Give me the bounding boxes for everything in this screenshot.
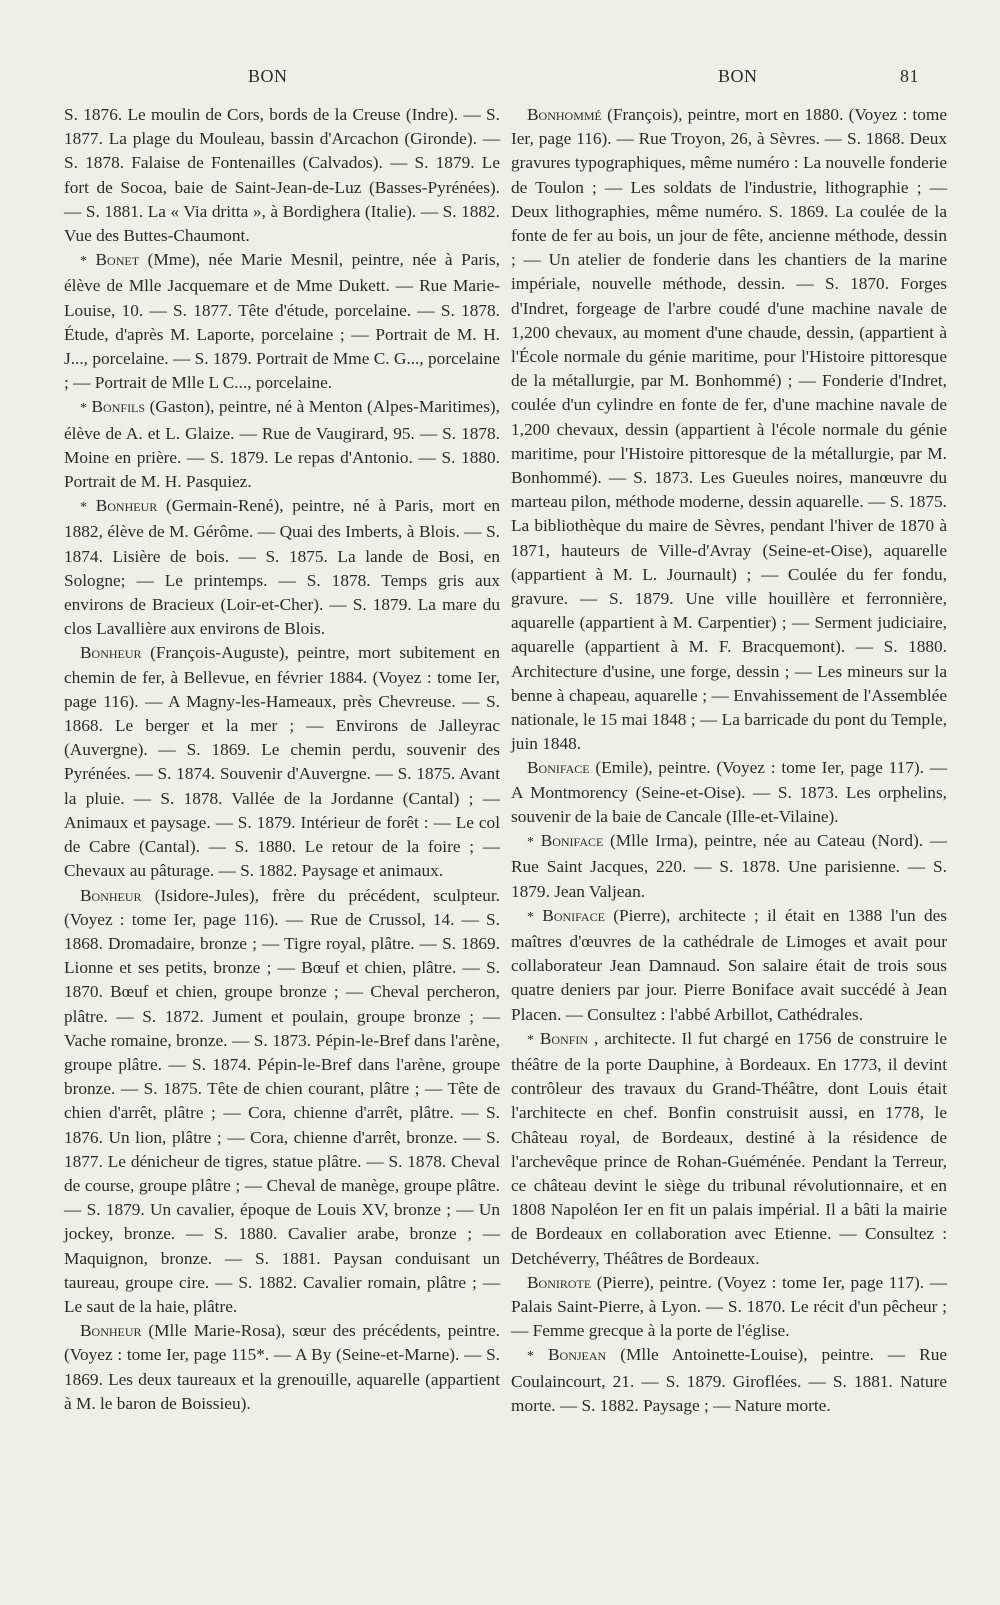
running-head-left: BON <box>248 66 288 86</box>
right-column <box>511 103 947 1418</box>
entry-bonfin <box>511 1027 947 1271</box>
entry-text: S. 1876. Le moulin de Cors, bords de la Creuse (Indre). — S. 1877. La plage du Mouleau, bassin d'Arcachon (Gironde). — S. 1878. Falaise de Fontenailles (Calvados). — S. 1879. Le fort de Socoa, baie de Saint-Jean-de-Luz (Basses-Pyrénées). — S. 1881. La « Via dritta », à Bordighera (Italie). — S. 1882. Vue des Buttes-Chaumont. <box>64 105 500 246</box>
entry-text: (Mlle Marie-Rosa), sœur des précédents, peintre. (Voyez : tome Ier, page 115*. — A By (Seine-et-Marne). — S. 1869. Les deux taureaux et la grenouille, aquarelle (appartient à M. le baron de Boissieu). <box>64 1321 500 1413</box>
entry-text: (Isidore-Jules), frère du précédent, sculpteur. (Voyez : tome Ier, page 116). — Rue de Crussol, 14. — S. 1868. Dromadaire, bronze ; — Tigre royal, plâtre. — S. 1869. Lionne et ses petits, bronze ; — Bœuf et chien, plâtre. — S. 1870. Bœuf et chien, groupe bronze ; — Cheval percheron, plâtre. — S. 1872. Jument et poulain, groupe bronze ; — Vache romaine, bronze. — S. 1873. Pépin-le-Bref dans l'arène, groupe plâtre. — S. 1874. Pépin-le-Bref dans l'arène, groupe bronze. — S. 1875. Tête de chien courant, plâtre ; — Tête de chien d'arrêt, plâtre ; — Cora, chienne d'arrêt, plâtre. — S. 1876. Un lion, plâtre ; — Cora, chienne d'arrêt, bronze. — S. 1877. Le dénicheur de tigres, statue plâtre. — S. 1878. Cheval de course, groupe plâtre ; — Cheval de manège, groupe plâtre. — S. 1879. Un cavalier, époque de Louis XV, bronze ; — Un jockey, bronze. — S. 1880. Cavalier arabe, bronze ; — Maquignon, bronze. — S. 1881. Paysan conduisant un taureau, groupe cire. — S. 1882. Cavalier romain, plâtre ; — Le saut de la haie, plâtre. <box>64 885 500 1316</box>
entry-name: Bonheur <box>80 885 142 905</box>
entry-name: Bonfin <box>539 1028 589 1048</box>
entry-marker: * <box>527 835 534 851</box>
entry-name: Boniface <box>527 758 590 778</box>
entry-text: (Emile), peintre. (Voyez : tome Ier, page 117). — A Montmorency (Seine-et-Oise). — S. 1873. Les orphelins, souvenir de la baie de Cancale (Ille-et-Vilaine). <box>511 758 948 826</box>
entry-name: Boniface <box>540 831 604 851</box>
entry-bonjean <box>511 1343 947 1418</box>
entry-text: (Pierre), architecte ; il était en 1388 l'un des maîtres d'œuvres de la cathédrale de Limoges et avait pour collaborateur Jean Damnaud. Son salaire était de trois sous quatre deniers par jour. Pierre Boniface avait succédé à Jean Placen. — Consultez : l'abbé Arbillot, Cathédrales. <box>511 905 948 1024</box>
entry-name: Bonheur <box>80 643 142 663</box>
entry-marker: * <box>80 254 87 270</box>
entry-name: Bonirote <box>527 1272 592 1292</box>
entry-text: (François), peintre, mort en 1880. (Voyez : tome Ier, page 116). — Rue Troyon, 26, à Sèvres. — S. 1868. Deux gravures typographiques, même numéro : La nouvelle fonderie de Toulon ; — Les soldats de l'industrie, lithographie ; — Deux lithographies, même numéro. S. 1869. La coulée de la fonte de fer au bois, un jour de fête, ancienne méthode, dessin ; — Un atelier de fonderie dans les chantiers de la marine impériale, nouvelle méthode, dessin. — S. 1870. Forges d'Indret, forgeage de l'arbre coudé d'une machine navale de 1,200 chevaux, au moment d'une chaude, dessin, (appartient à l'École normale du génie maritime, pour l'Histoire pittoresque de la métallurgie, par M. Bonhommé) ; — Fonderie d'Indret, coulée d'un cylindre en fonte de fer, d'une machine navale de 1,200 chevaux, dessin (appartient à l'école normale du génie maritime, pour l'Histoire pittoresque de la métallurgie, par M. Bonhommé). — S. 1873. Les Gueules noires, manœuvre du marteau pilon, méthode moderne, dessin aquarelle. — S. 1875. La bibliothèque du maire de Sèvres, pendant l'hiver de 1870 à 1871, hauteurs de Ville-d'Avray (Seine-et-Oise), aquarelle (appartient à M. L. Journault) ; — Coulée du fer fondu, gravure. — S. 1879. Une ville houillère et ferronnière, aquarelle (appartient à M. Carpentier) ; — Serment judiciaire, aquarelle (appartient à M. F. Bracquemont). — S. 1880. Architecture d'usine, une forge, dessin ; — Les mineurs sur la benne à chapeau, aquarelle ; — Envahissement de l'Assemblée nationale, le 15 mai 1848 ; — La barricade du pont du Temple, juin 1848. <box>511 105 948 754</box>
entry-text: (Pierre), peintre. (Voyez : tome Ier, page 117). — Palais Saint-Pierre, à Lyon. — S. 1870. Le récit d'un pêcheur ; — Femme grecque à la porte de l'église. <box>511 1272 947 1341</box>
entry-name: Bonjean <box>548 1345 607 1365</box>
entry-bonheur-isidore <box>64 884 500 1320</box>
entry-bonirote <box>511 1271 947 1344</box>
entry-marker: * <box>527 1032 534 1048</box>
entry-boniface-irma <box>511 829 947 904</box>
entry-text: (François-Auguste), peintre, mort subitement en chemin de fer, à Bellevue, en février 1884. (Voyez : tome Ier, page 116). — A Magny-les-Hameaux, près Chevreuse. — S. 1868. Le berger et la mer ; — Environs de Jalleyrac (Auvergne). — S. 1869. Le chemin perdu, souvenir des Pyrénées. — S. 1874. Souvenir d'Auvergne. — S. 1875. Avant la pluie. — S. 1878. Vallée de la Jordanne (Cantal) ; — Animaux et paysage. — S. 1879. Intérieur de forêt : — Le col de Cabre (Cantal). — S. 1880. Le retour de la foire ; — Chevaux au pâturage. — S. 1882. Paysage et animaux. <box>64 643 501 881</box>
entry-name: Bonfils <box>91 397 146 417</box>
entry-cont <box>64 103 500 248</box>
entry-marker: * <box>80 401 87 417</box>
entry-text: (Mlle Irma), peintre, née au Cateau (Nord). — Rue Saint Jacques, 220. — S. 1878. Une parisienne. — S. 1879. Jean Valjean. <box>511 831 948 901</box>
entry-text: (Gaston), peintre, né à Menton (Alpes-Maritimes), élève de A. et L. Glaize. — Rue de Vaugirard, 95. — S. 1878. Moine en prière. — S. 1879. Le repas d'Antonio. — S. 1880. Portrait de M. H. Pasquiez. <box>64 397 500 492</box>
left-column <box>64 103 500 1416</box>
entry-name: Boniface <box>542 905 605 925</box>
entry-bonheur-francois <box>64 641 500 883</box>
entry-text: (Mlle Antoinette-Louise), peintre. — Rue Coulaincourt, 21. — S. 1879. Giroflées. — S. 1881. Nature morte. — S. 1882. Paysage ; — Nature morte. <box>511 1345 948 1415</box>
entry-bonfils <box>64 395 500 494</box>
entry-bonet <box>64 248 500 395</box>
entry-text: , architecte. Il fut chargé en 1756 de construire le théâtre de la porte Dauphine, à Bordeaux. En 1773, il devint contrôleur des travaux du Grand-Théâtre, dont Louis était l'architecte en chef. Bonfin construisit aussi, en 1778, le Château royal, de Bordeaux, destiné à la résidence de l'archevêque prince de Rohan-Guéménée. Pendant la Terreur, ce château devint le siège du tribunal révolutionnaire, et en 1808 Napoléon Ier en fit un palais impérial. Il a bâti la mairie de Bordeaux en collaboration avec Etienne. — Consultez : Detchéverry, Théâtres de Bordeaux. <box>511 1028 947 1268</box>
entry-text: (Mme), née Marie Mesnil, peintre, née à Paris, élève de Mlle Jacquemare et de Mme Dukett. — Rue Marie-Louise, 10. — S. 1877. Tête d'étude, porcelaine. — S. 1878. Étude, d'après M. Laporte, porcelaine ; — Portrait de M. H. J..., porcelaine. — S. 1879. Portrait de Mme C. G..., porcelaine ; — Portrait de Mlle L C..., porcelaine. <box>64 250 500 393</box>
entry-name: Bonet <box>95 250 140 270</box>
entry-marker: * <box>527 1349 534 1365</box>
running-head-right: BON <box>718 66 758 86</box>
page-number: 81 <box>900 66 919 86</box>
entry-marker: * <box>80 500 87 516</box>
entry-name: Bonhommé <box>527 105 602 124</box>
entry-bonheur-germain <box>64 494 500 641</box>
entry-boniface-pierre <box>511 904 947 1027</box>
entry-marker: * <box>527 909 534 925</box>
entry-name: Bonheur <box>80 1321 142 1341</box>
entry-text: (Germain-René), peintre, né à Paris, mort en 1882, élève de M. Gérôme. — Quai des Imberts, à Blois. — S. 1874. Lisière de bois. — S. 1875. La lande de Bosi, en Sologne; — Le printemps. — S. 1878. Temps gris aux environs de Bracieux (Loir-et-Cher). — S. 1879. La mare du clos Lavallière aux environs de Blois. <box>64 496 501 639</box>
entry-name: Bonheur <box>95 496 158 516</box>
entry-boniface-emile <box>511 756 947 829</box>
entry-bonheur-rosa <box>64 1319 500 1416</box>
entry-bonhomme <box>511 103 947 756</box>
